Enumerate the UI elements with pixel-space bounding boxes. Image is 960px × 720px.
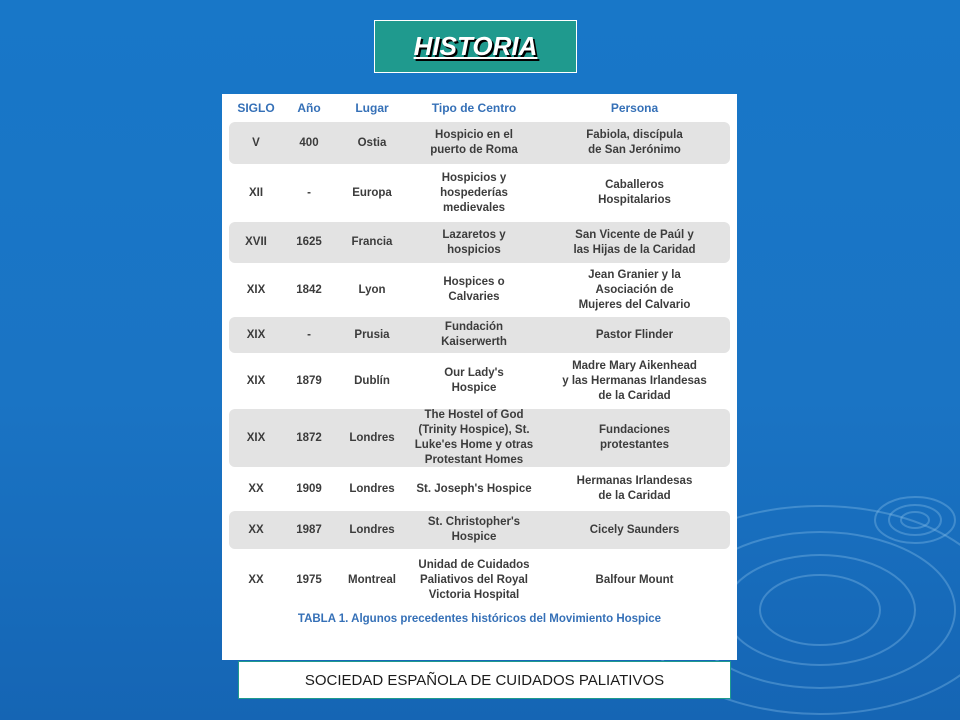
header-persona: Persona <box>610 101 659 115</box>
lugar-cell: Lyon <box>358 283 386 296</box>
anio-cell: 1975 <box>296 573 322 586</box>
tipo-cell: Hospices o Calvaries <box>443 276 505 303</box>
lugar-cell: Londres <box>349 523 395 536</box>
siglo-cell: XX <box>248 523 264 536</box>
anio-cell: 1842 <box>296 283 322 296</box>
tipo-cell: Hospicios y hospederías medievales <box>440 171 508 214</box>
table-row <box>229 550 730 610</box>
siglo-cell: XVII <box>245 236 267 248</box>
anio-cell: - <box>307 328 311 341</box>
lugar-cell: Prusia <box>354 328 390 341</box>
siglo-cell: XIX <box>246 431 266 444</box>
table-caption: TABLA 1. Algunos precedentes históricos del Movimiento Hospice <box>297 613 662 625</box>
tipo-cell: Lazaretos y hospicios <box>442 228 506 256</box>
header-anio: Año <box>297 101 321 115</box>
lugar-cell: Francia <box>351 236 393 248</box>
anio-cell: 400 <box>299 136 319 149</box>
siglo-cell: XIX <box>246 374 266 387</box>
siglo-cell: XX <box>248 573 264 586</box>
header-siglo: SIGLO <box>237 101 275 115</box>
persona-cell: Balfour Mount <box>595 573 674 586</box>
table-row <box>229 222 730 263</box>
persona-cell: Pastor Flinder <box>595 328 674 341</box>
siglo-cell: XIX <box>246 328 266 341</box>
anio-cell: 1987 <box>296 523 322 536</box>
table-row <box>229 317 730 353</box>
siglo-cell: XII <box>248 186 264 199</box>
lugar-cell: Londres <box>349 431 395 444</box>
lugar-cell: Montreal <box>348 573 396 586</box>
table-header <box>229 94 730 122</box>
persona-cell: Fabiola, discípula de San Jerónimo <box>586 129 683 156</box>
lugar-cell: Dublín <box>354 374 390 387</box>
anio-cell: 1909 <box>296 482 322 495</box>
siglo-cell: XIX <box>246 283 266 296</box>
tipo-cell: Fundación Kaiserwerth <box>441 321 507 348</box>
table-row <box>229 165 730 221</box>
tipo-cell: Hospicio en el puerto de Roma <box>430 129 518 156</box>
persona-cell: Hermanas Irlandesas de la Caridad <box>576 475 693 502</box>
persona-cell: Caballeros Hospitalarios <box>598 179 671 206</box>
siglo-cell: V <box>252 136 260 149</box>
tipo-cell: St. Christopher's Hospice <box>427 516 521 543</box>
persona-cell: Madre Mary Aikenhead y las Hermanas Irlandesas de la Caridad <box>562 359 707 402</box>
lugar-cell: Europa <box>352 186 392 199</box>
anio-cell: 1879 <box>296 374 322 387</box>
persona-cell: Cicely Saunders <box>589 523 680 536</box>
anio-cell: 1872 <box>296 431 322 444</box>
table-body <box>229 122 730 610</box>
table-row <box>229 264 730 316</box>
table-row <box>229 511 730 549</box>
table-row <box>229 122 730 164</box>
footer-box <box>238 661 731 699</box>
table-row <box>229 468 730 510</box>
tipo-cell: St. Joseph's Hospice <box>416 482 532 495</box>
title-box <box>374 20 577 73</box>
anio-cell: - <box>307 186 311 199</box>
persona-cell: San Vicente de Paúl y las Hijas de la Caridad <box>573 228 696 256</box>
anio-cell: 1625 <box>296 236 322 248</box>
header-lugar: Lugar <box>355 101 389 115</box>
header-tipo-centro: Tipo de Centro <box>431 101 517 115</box>
tipo-cell: Our Lady's Hospice <box>444 367 504 394</box>
footer-text: SOCIEDAD ESPAÑOLA DE CUIDADOS PALIATIVOS <box>304 671 665 689</box>
history-table-image <box>222 94 737 660</box>
siglo-cell: XX <box>248 482 264 495</box>
table-row <box>229 409 730 467</box>
lugar-cell: Londres <box>349 482 395 495</box>
slide-title: HISTORIA <box>413 31 538 61</box>
tipo-cell: Unidad de Cuidados Paliativos del Royal Victoria Hospital <box>418 558 530 601</box>
tipo-cell: The Hostel of God (Trinity Hospice), St. Luke'es Home y otras Protestant Homes <box>414 409 534 466</box>
persona-cell: Jean Granier y la Asociación de Mujeres del Calvario <box>578 268 691 311</box>
table-row <box>229 354 730 408</box>
lugar-cell: Ostia <box>357 136 387 149</box>
persona-cell: Fundaciones protestantes <box>599 424 670 451</box>
